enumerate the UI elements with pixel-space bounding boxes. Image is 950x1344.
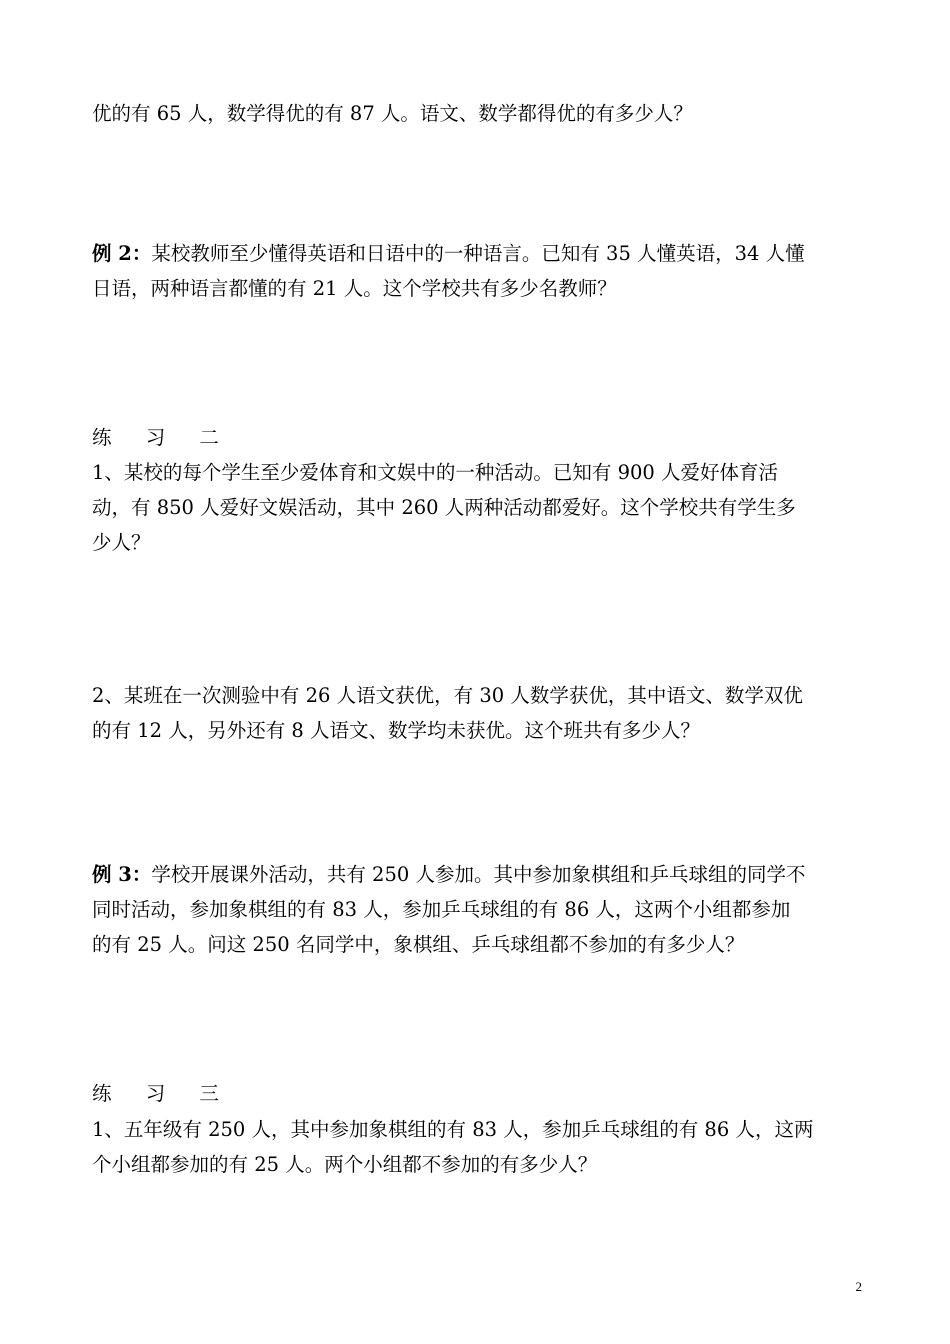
- page-number: 2: [855, 1279, 862, 1294]
- text-line: 的有 12 人，另外还有 8 人语文、数学均未获优。这个班共有多少人？: [92, 719, 701, 742]
- text-line: 个小组都参加的有 25 人。两个小组都不参加的有多少人？: [92, 1153, 598, 1176]
- example-3-label: 例 3：: [92, 863, 152, 886]
- example-2-paragraph: [92, 236, 862, 306]
- text-line: 1、某校的每个学生至少爱体育和文娱中的一种活动。已知有 900 人爱好体育活: [92, 461, 779, 484]
- example-2-text-first: 某校教师至少懂得英语和日语中的一种语言。已知有 35 人懂英语，34 人懂: [151, 242, 805, 265]
- practice-3-question-1: [92, 1112, 862, 1182]
- intro-paragraph: [92, 96, 862, 131]
- text-line: 日语，两种语言都懂的有 21 人。这个学校共有多少名教师？: [92, 277, 617, 300]
- example-3-paragraph: [92, 857, 862, 962]
- practice-2-question-2: [92, 678, 862, 748]
- text-line: 动，有 850 人爱好文娱活动，其中 260 人两种活动都爱好。这个学校共有学生多: [92, 496, 796, 519]
- text-line: [92, 236, 862, 271]
- text-line: 优的有 65 人，数学得优的有 87 人。语文、数学都得优的有多少人？: [92, 102, 693, 125]
- practice-2-heading: 练 习 二: [92, 426, 233, 449]
- text-line: [92, 857, 862, 892]
- practice-3-heading: 练 习 三: [92, 1082, 233, 1105]
- text-line: 同时活动，参加象棋组的有 83 人，参加乒乓球组的有 86 人，这两个小组都参加: [92, 898, 791, 921]
- text-line: 的有 25 人。问这 250 名同学中，象棋组、乒乓球组都不参加的有多少人？: [92, 933, 745, 956]
- text-line: 少人？: [92, 531, 151, 554]
- text-line: 1、五年级有 250 人，其中参加象棋组的有 83 人，参加乒乓球组的有 86 人，这两: [92, 1118, 814, 1141]
- text-line: 2、某班在一次测验中有 26 人语文获优，有 30 人数学获优，其中语文、数学双优: [92, 684, 803, 707]
- example-2-label: 例 2：: [92, 242, 152, 265]
- example-3-text-first: 学校开展课外活动，共有 250 人参加。其中参加象棋组和乒乓球组的同学不: [151, 863, 806, 886]
- practice-2-question-1: [92, 455, 862, 560]
